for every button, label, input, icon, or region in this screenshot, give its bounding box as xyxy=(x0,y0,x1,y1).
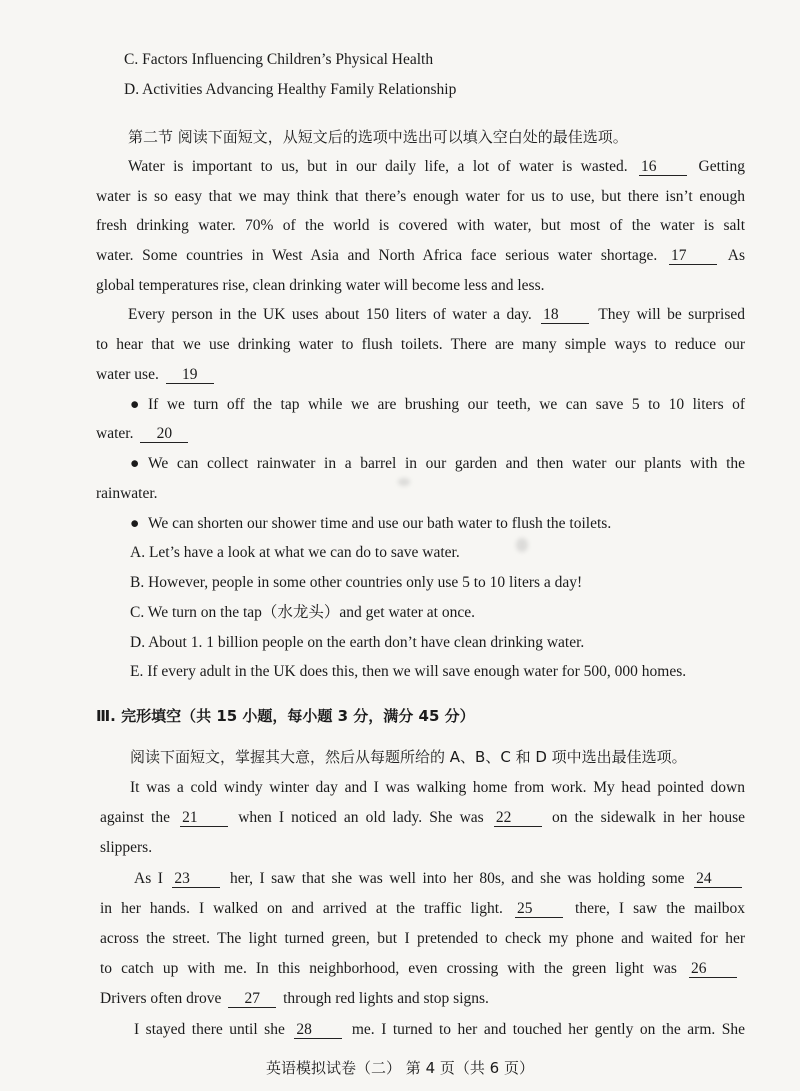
blank-16: 16 xyxy=(639,158,687,176)
passage-line: Water is important to us, but in our daily life, a lot of water is wasted. 16 Getting xyxy=(128,158,745,175)
option-d-prev: D. Activities Advancing Healthy Family Relationship xyxy=(124,81,457,98)
blank-19: 19 xyxy=(166,366,214,384)
option-c: C. We turn on the tap（水龙头）and get water at once. xyxy=(130,604,475,621)
blank-23: 23 xyxy=(172,870,220,888)
blank-18: 18 xyxy=(541,306,589,324)
bullet-dot: ● xyxy=(130,396,140,413)
bullet-line: ● If we turn off the tap while we are brushing our teeth, we can save 5 to 10 liters of xyxy=(130,396,745,413)
passage-line: water use. 19 xyxy=(96,365,217,385)
passage-line: against the 21 when I noticed an old lady. She was 22 on the sidewalk in her house xyxy=(100,809,746,826)
page-footer: 英语模拟试卷（二） 第 4 页（共 6 页） xyxy=(266,1059,534,1077)
bullet-dot: ● xyxy=(130,515,140,532)
option-e: E. If every adult in the UK does this, then we will save enough water for 500, 000 homes. xyxy=(130,663,687,680)
section2-heading: 第二节 阅读下面短文，从短文后的选项中选出可以填入空白处的最佳选项。 xyxy=(128,128,628,146)
passage-line: in her hands. I walked on and arrived at the traffic light. 25 there, I saw the mailbox xyxy=(100,900,746,917)
blank-25: 25 xyxy=(515,900,563,918)
passage-line: fresh drinking water. 70% of the world is covered with water, but most of the water is salt xyxy=(96,217,745,234)
scan-smudge xyxy=(516,538,528,552)
option-d: D. About 1. 1 billion people on the earth don’t have clean drinking water. xyxy=(130,634,585,651)
bullet-dot: ● xyxy=(130,455,140,472)
blank-17: 17 xyxy=(669,247,717,265)
passage-line: water is so easy that we may think that there’s enough water for us to use, but there isn’t enough xyxy=(96,188,745,205)
passage-line: water. Some countries in West Asia and North Africa face serious water shortage. 17 As xyxy=(96,247,745,264)
bullet-line: ● We can shorten our shower time and use our bath water to flush the toilets. xyxy=(130,515,612,532)
blank-26: 26 xyxy=(689,960,737,978)
blank-24: 24 xyxy=(694,870,742,888)
blank-21: 21 xyxy=(180,809,228,827)
blank-22: 22 xyxy=(494,809,542,827)
option-a: A. Let’s have a look at what we can do to save water. xyxy=(130,544,460,561)
blank-28: 28 xyxy=(294,1021,342,1039)
part3-instruction: 阅读下面短文，掌握其大意，然后从每题所给的 A、B、C 和 D 项中选出最佳选项。 xyxy=(130,748,687,766)
passage-line: across the street. The light turned green, but I pretended to check my phone and waited for her xyxy=(100,930,745,947)
option-b: B. However, people in some other countries only use 5 to 10 liters a day! xyxy=(130,574,583,591)
passage-line: As I 23 her, I saw that she was well into her 80s, and she was holding some 24 xyxy=(134,869,745,889)
bullet-line: water. 20 xyxy=(96,424,191,444)
passage-line: I stayed there until she 28 me. I turned to her and touched her gently on the arm. She xyxy=(134,1021,746,1038)
blank-27: 27 xyxy=(228,990,276,1008)
passage-line: Drivers often drove 27 through red lights and stop signs. xyxy=(100,990,489,1007)
passage-line: global temperatures rise, clean drinking water will become less and less. xyxy=(96,277,545,294)
part3-heading: Ⅲ. 完形填空（共 15 小题，每小题 3 分，满分 45 分） xyxy=(96,707,475,725)
blank-20: 20 xyxy=(140,425,188,443)
bullet-line: rainwater. xyxy=(96,485,158,502)
passage-line: It was a cold windy winter day and I was walking home from work. My head pointed down xyxy=(130,779,745,796)
passage-line: Every person in the UK uses about 150 liters of water a day. 18 They will be surprised xyxy=(128,306,745,323)
passage-line: slippers. xyxy=(100,839,153,856)
passage-line: to hear that we use drinking water to flush toilets. There are many simple ways to reduce our xyxy=(96,336,745,353)
bullet-line: ● We can collect rainwater in a barrel in our garden and then water our plants with the xyxy=(130,455,745,472)
scan-smudge xyxy=(398,478,410,486)
passage-line: to catch up with me. In this neighborhood, even crossing with the green light was 26 xyxy=(100,959,740,979)
option-c-prev: C. Factors Influencing Children’s Physical Health xyxy=(124,51,434,68)
